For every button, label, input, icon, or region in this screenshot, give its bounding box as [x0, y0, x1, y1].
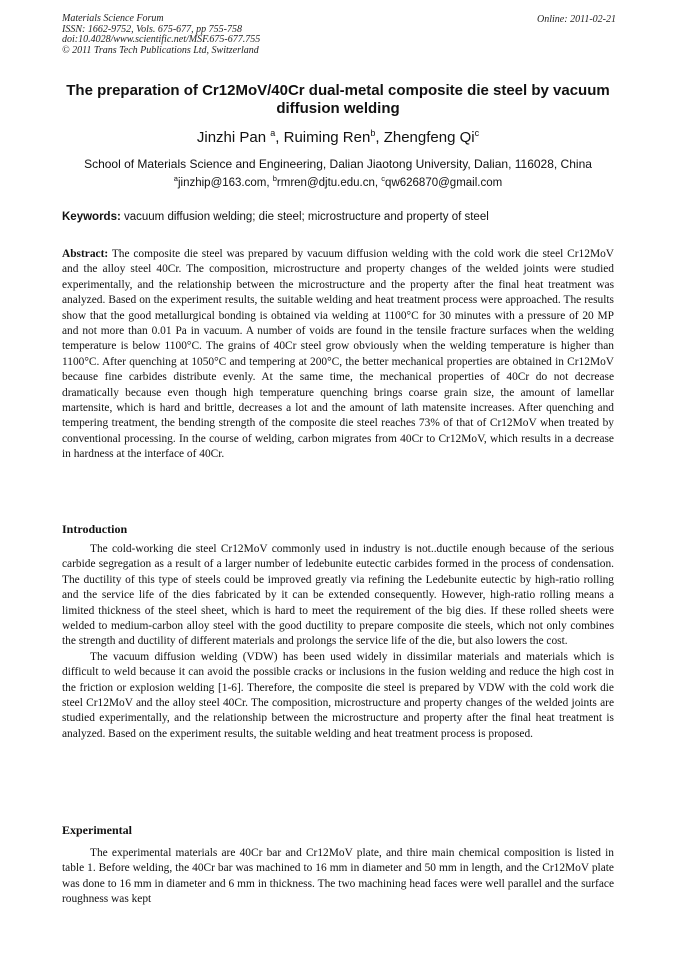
- abstract-label: Abstract:: [62, 248, 109, 260]
- paragraph: The experimental materials are 40Cr bar and Cr12MoV plate, and thire main chemical composition is listed in table 1. Before welding, the 40Cr bar was machined to 16 mm in diameter and 50 mm in length, and the Cr12MoV plate was done to 16 mm in diameter and 6 mm in thickness. The two machining head faces were well parallel and the surface roughness was kept: [62, 847, 614, 906]
- paper-title: The preparation of Cr12MoV/40Cr dual-metal composite die steel by vacuum diffusion welding: [66, 82, 610, 117]
- experimental-body: [62, 846, 614, 908]
- author-name: Ruiming Ren: [283, 129, 371, 146]
- author-name: Jinzhi Pan: [196, 129, 267, 146]
- online-date: Online: 2011-02-21: [537, 14, 616, 25]
- email-address[interactable]: qw626870@gmail.com: [385, 177, 503, 189]
- introduction-body: [62, 542, 614, 742]
- journal-name: Materials Science Forum: [62, 13, 164, 24]
- email-address[interactable]: jinzhip@163.com: [177, 177, 267, 189]
- issn-line: ISSN: 1662-9752, Vols. 675-677, pp 755-758: [62, 23, 242, 35]
- keywords-label: Keywords:: [62, 211, 121, 223]
- email-address[interactable]: rmren@djtu.edu.cn: [276, 177, 375, 189]
- journal-header: [62, 14, 260, 56]
- email-sup: a: [173, 174, 178, 184]
- abstract: [62, 247, 614, 463]
- abstract-text: The composite die steel was prepared by vacuum diffusion welding with the cold work die steel Cr12MoV and the alloy steel 40Cr. The composition, microstructure and property changes of the welded joints were studied experimentally, and the relationship between the microstructure and the property after the final heat treatment was analyzed. Based on the experiment results, the suitable welding and heat treatment process were approached. The results show that the good metallurgical bonding is obtained via welding at 1100°C for 30 minutes with a pressure of 20 MP and not more than 0.01 Pa in vacuum. A number of voids are found in the tensile fracture surfaces when the welding temperature is below 1100°C. The grains of 40Cr steel grow obviously when the welding temperature is higher than 1100°C. After quenching at 1050°C and tempering at 200°C, the better mechanical properties are obtained in Cr12MoV because fine carbides distribute evenly. At the same time, the mechanical properties of 40Cr do not decrease dramatically because even though high temperature quenching brings coarse grain size, the amount of lamellar martensite, which is hard and brittle, decreases a lot and the amount of lath matensite increases. After quenching and tempering treatment, the bending strength of the composite die steel reaches 73% of that of Cr12MoV when treated by conventional processing. In the course of welding, carbon migrates from 40Cr to Cr12MoV, which results in a decrease in hardness at the interface of 40Cr.: [62, 248, 614, 461]
- section-heading-experimental: Experimental: [62, 823, 132, 837]
- author-sup: b: [370, 128, 376, 138]
- keywords-text: vacuum diffusion welding; die steel; microstructure and property of steel: [124, 211, 489, 223]
- doi-line: doi:10.4028/www.scientific.net/MSF.675-677.755: [62, 34, 261, 45]
- paragraph: The cold-working die steel Cr12MoV commonly used in industry is not..ductile enough because of the serious carbide segregation as a result of a larger number of ledebunite eutectic carbides formed in the process of condensation. The ductility of this type of steels could be improved greatly via refining the Ledebunite eutectic by high-ratio rolling and the service life of the dies fabricated by it can be extended consequently. However, high-ratio rolling means a limited thickness of the steel sheet, which is hard to meet the requirement of the big dies. If these rolled sheets were welded to medium-carbon alloy steel with the good ductility to prepare composite die steels, which not only combines the strength and ductility of different materials and prolongs the service life of the die, but also lowers the cost.: [62, 543, 614, 648]
- keywords: [62, 211, 614, 223]
- section-heading-introduction: Introduction: [62, 522, 128, 536]
- email-sup: b: [272, 174, 277, 184]
- copyright-line: © 2011 Trans Tech Publications Ltd, Switzerland: [62, 44, 259, 56]
- author-sup: c: [474, 128, 480, 138]
- author-sup: a: [270, 128, 276, 138]
- author-list: Jinzhi Pan $^a$, Ruiming Ren$^b$, Zhengfeng Qi$^c$: [196, 128, 480, 146]
- affiliation: School of Materials Science and Engineering, Dalian Jiaotong University, Dalian, 116028, China: [84, 157, 592, 171]
- email-sup: c: [381, 174, 386, 184]
- paragraph: The vacuum diffusion welding (VDW) has been used widely in dissimilar materials and materials which is difficult to weld because it can avoid the possible cracks or inclusions in the fusion welding and reduce the high cost in the friction or explosion welding [1-6]. Therefore, the composite die steel is prepared by VDW with the cold work die steel Cr12MoV and the alloy steel 40Cr. The composition, microstructure and property changes of the welded joints are studied experimentally, and the relationship between the microstructure and property after the final heat treatment is analyzed. Based on the experiment results, the suitable welding and heat treatment process is proposed.: [62, 650, 614, 740]
- author-name: Zhengfeng Qi: [383, 129, 475, 146]
- email-list: $^a$jinzhip@163.com, $^b$rmren@djtu.edu.cn, $^c$qw626870@gmail.com: [173, 174, 503, 189]
